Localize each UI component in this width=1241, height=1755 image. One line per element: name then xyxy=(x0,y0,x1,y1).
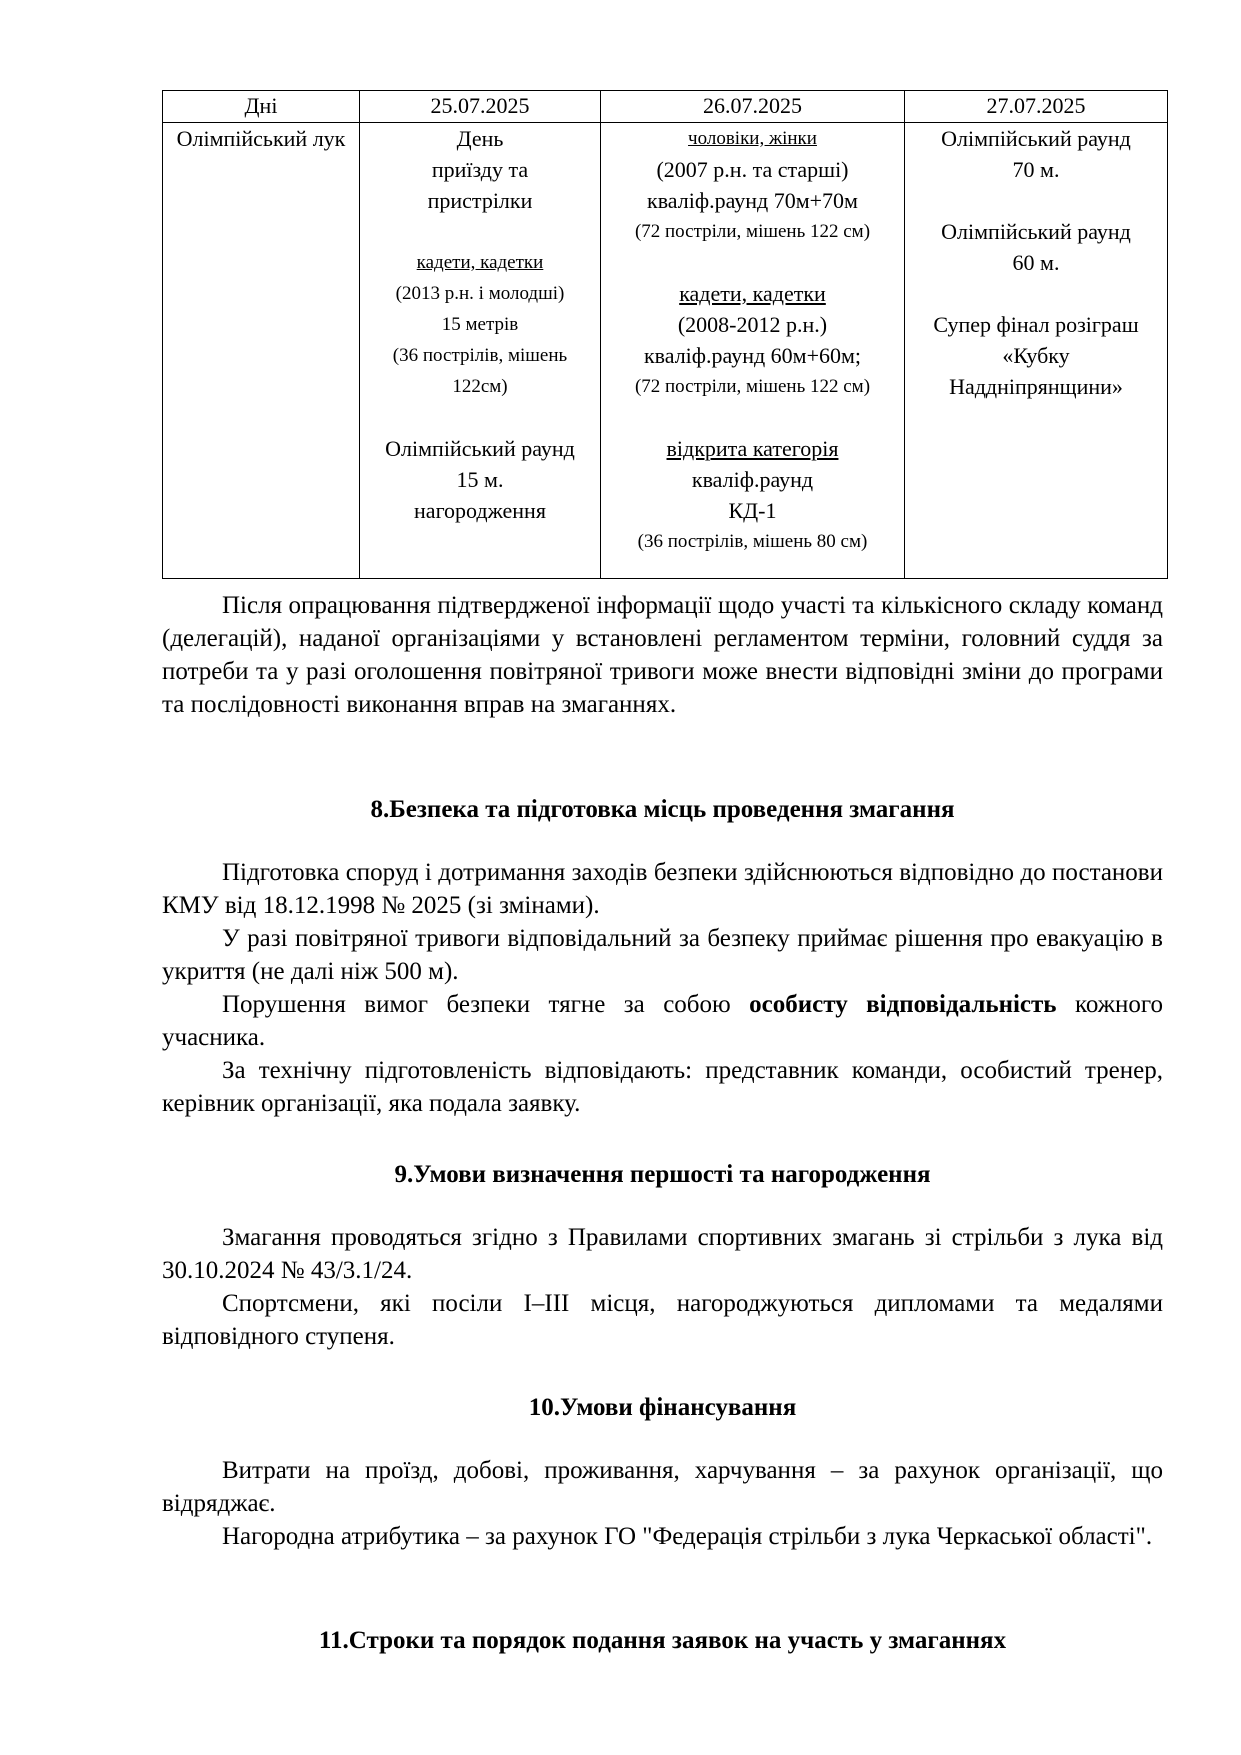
section-9-paragraph: Змагання проводяться згідно з Правилами спортивних змагань зі стрільби з лука від 30.10.2024 № 43/3.1/24. xyxy=(162,1224,1163,1284)
cell-text: КД-1 xyxy=(728,498,777,523)
text-span: кожного учасника. xyxy=(162,991,1164,1051)
cell-text: Супер фінал розіграш xyxy=(933,312,1139,337)
cell-text: (72 постріли, мішень 122 см) xyxy=(634,376,871,397)
intro-paragraph-block xyxy=(162,589,1163,721)
cell-text: 60 м. xyxy=(1012,250,1060,275)
cell-text: приїзду та xyxy=(431,157,529,182)
cell-day-3 xyxy=(905,123,1168,579)
section-10-title: 10.Умови фінансування xyxy=(528,1394,797,1421)
category-label: відкрита категорія xyxy=(666,436,839,461)
table-row xyxy=(163,123,1168,579)
header-date-2: 26.07.2025 xyxy=(601,91,905,123)
section-8-paragraph: За технічну підготовленість відповідають: представник команди, особистий тренер, керівник організації, яка подала заявку. xyxy=(162,1057,1163,1117)
cell-text: Олімпійський раунд xyxy=(385,436,575,461)
cell-text: 15 м. xyxy=(456,467,504,492)
section-10-paragraph: Витрати на проїзд, добові, проживання, харчування – за рахунок організації, що відряджає. xyxy=(162,1457,1163,1517)
cell-text: «Кубку xyxy=(1002,343,1070,368)
cell-text: Олімпійський раунд xyxy=(941,219,1131,244)
cell-day-1 xyxy=(360,123,601,579)
section-10-body xyxy=(162,1454,1163,1553)
cell-text: кваліф.раунд 60м+60м; xyxy=(643,343,862,368)
cell-text: 70 м. xyxy=(1012,157,1060,182)
cell-text: (2007 р.н. та старші) xyxy=(656,157,849,182)
cell-text: День xyxy=(456,126,504,151)
bold-text: особисту відповідальність xyxy=(749,991,1057,1018)
cell-text: (36 пострілів, мішень 80 см) xyxy=(637,531,868,552)
cell-text: (2008-2012 р.н.) xyxy=(677,312,828,337)
category-label: кадети, кадетки xyxy=(416,252,544,273)
section-9-paragraph: Спортсмени, які посіли І–ІІІ місця, нагороджуються дипломами та медалями відповідного ступеня. xyxy=(162,1290,1163,1350)
cell-text: пристрілки xyxy=(427,188,533,213)
cell-text: кваліф.раунд 70м+70м xyxy=(647,188,858,213)
section-9-title: 9.Умови визначення першості та нагородження xyxy=(394,1161,931,1188)
category-label: чоловіки, жінки xyxy=(688,128,817,149)
section-9-body xyxy=(162,1221,1163,1353)
header-date-3: 27.07.2025 xyxy=(905,91,1168,123)
text-span: Порушення вимог безпеки тягне за собою xyxy=(222,991,750,1018)
section-8-body xyxy=(162,856,1163,1120)
cell-text: (36 пострілів, мішень xyxy=(392,345,568,366)
schedule-table xyxy=(162,90,1168,579)
section-8-paragraph: Підготовка споруд і дотримання заходів безпеки здійснюються відповідно до постанови КМУ від 18.12.1998 № 2025 (зі змінами). xyxy=(162,859,1163,919)
category-label: кадети, кадетки xyxy=(679,281,826,306)
cell-text: Наддніпрянщини» xyxy=(949,374,1123,399)
section-8-paragraph xyxy=(162,988,1163,1054)
section-10-paragraph: Нагородна атрибутика – за рахунок ГО "Федерація стрільби з лука Черкаської області". xyxy=(222,1523,1153,1550)
section-8-title: 8.Безпека та підготовка місць проведення змагання xyxy=(370,796,955,823)
header-date-1: 25.07.2025 xyxy=(360,91,601,123)
intro-paragraph: Після опрацювання підтвердженої інформації щодо участі та кількісного складу команд (делегацій), наданої організаціями у встановлені регламентом терміни, головний суддя за потреби та у разі оголошення повітряної тривоги може внести відповідні зміни до програми та послідовності виконання вправ на змаганнях. xyxy=(162,592,1163,718)
cell-day-2 xyxy=(601,123,905,579)
cell-text: (72 постріли, мішень 122 см) xyxy=(634,221,871,242)
table-header-row xyxy=(163,91,1168,123)
header-days: Дні xyxy=(163,91,360,123)
cell-text: кваліф.раунд xyxy=(691,467,814,492)
section-11-title: 11.Строки та порядок подання заявок на участь у змаганнях xyxy=(318,1627,1007,1654)
cell-text: Олімпійський раунд xyxy=(941,126,1131,151)
cell-text: нагородження xyxy=(414,498,546,523)
cell-text: 122см) xyxy=(452,376,508,397)
row-label-text: Олімпійський лук xyxy=(176,126,346,151)
row-label xyxy=(163,123,360,579)
cell-text: 15 метрів xyxy=(441,314,519,335)
cell-text: (2013 р.н. і молодші) xyxy=(395,283,565,304)
section-8-paragraph: У разі повітряної тривоги відповідальний за безпеку приймає рішення про евакуацію в укриття (не далі ніж 500 м). xyxy=(162,925,1163,985)
